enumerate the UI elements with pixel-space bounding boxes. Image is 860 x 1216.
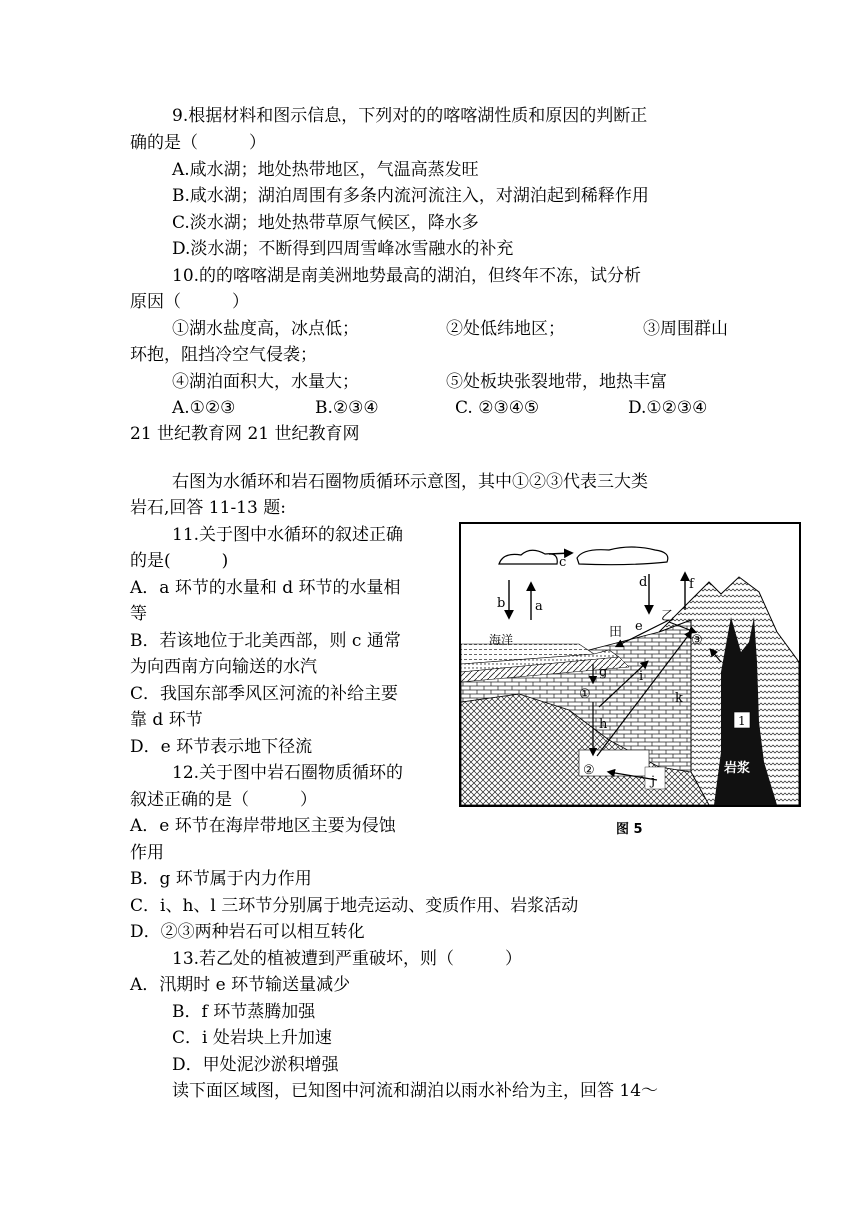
label-tian: 田 [609, 625, 623, 640]
q10-option-c: C. ②③④⑤ [455, 398, 540, 418]
q10-stem-line1: 10.的的喀喀湖是南美洲地势最高的湖泊，但终年不冻，试分析 [172, 266, 642, 286]
q12-option-b: B．g 环节属于内力作用 [130, 869, 312, 889]
q13-option-d: D．甲处泥沙淤积增强 [172, 1055, 339, 1075]
q10-option-b: B.②③④ [315, 398, 379, 418]
water-rock-cycle-diagram [459, 522, 801, 807]
q9-stem-line2: 确的是（ ） [130, 133, 266, 153]
label-d: d [639, 575, 648, 590]
q9-option-c: C.淡水湖；地处热带草原气候区，降水多 [172, 213, 479, 233]
label-a: a [535, 599, 543, 614]
q12-option-d: D．②③两种岩石可以相互转化 [130, 922, 365, 942]
label-rock-2: ② [583, 763, 595, 778]
q10-item-5: ⑤处板块张裂地带，地热丰富 [446, 372, 667, 392]
q13-option-c: C．i 处岩块上升加速 [172, 1028, 332, 1048]
label-ocean: 海洋 [489, 633, 514, 647]
label-g: g [599, 665, 608, 680]
label-j: j [651, 774, 656, 789]
q10-option-a: A.①②③ [172, 398, 236, 418]
q12-option-a: A．e 环节在海岸带地区主要为侵蚀 [130, 816, 396, 836]
label-f: f [689, 577, 694, 592]
q10-item-3: ③周围群山 [643, 319, 728, 339]
label-b: b [497, 596, 506, 611]
figure-caption: 图 5 [616, 822, 643, 837]
label-rock-3: ③ [691, 633, 703, 648]
label-magma: 岩浆 [724, 761, 751, 776]
label-yi: 乙 [661, 609, 675, 624]
q11-option-d: D．e 环节表示地下径流 [130, 737, 313, 757]
intro-line1: 右图为水循环和岩石圈物质循环示意图，其中①②③代表三大类 [172, 472, 648, 492]
label-l: 1 [738, 714, 746, 728]
q11-stem-line1: 11.关于图中水循环的叙述正确 [172, 525, 404, 545]
q11-option-b: B．若该地位于北美西部，则 c 通常 [130, 631, 401, 651]
watermark-text: 21 世纪教育网 21 世纪教育网 [130, 424, 360, 444]
q14-intro: 读下面区域图，已知图中河流和湖泊以雨水补给为主，回答 14～ [172, 1081, 659, 1101]
q11-option-b-cont: 为向西南方向输送的水汽 [130, 657, 317, 677]
q9-option-d: D.淡水湖；不断得到四周雪峰冰雪融水的补充 [172, 239, 514, 259]
label-e: e [635, 619, 643, 634]
intro-line2: 岩石,回答 11-13 题: [130, 498, 286, 518]
label-c: c [559, 555, 567, 570]
label-rock-1: ① [579, 687, 591, 702]
q13-option-b: B．f 环节蒸腾加强 [172, 1002, 316, 1022]
q10-item-3-cont: 环抱，阻挡冷空气侵袭； [130, 345, 317, 365]
q11-option-a-cont: 等 [130, 604, 147, 624]
q12-option-c: C．i、h、l 三环节分别属于地壳运动、变质作用、岩浆活动 [130, 896, 579, 916]
q10-item-2: ②处低纬地区； [446, 319, 565, 339]
label-h: h [599, 717, 608, 732]
q10-item-1: ①湖水盐度高，冰点低； [172, 319, 359, 339]
q12-stem-line1: 12.关于图中岩石圈物质循环的 [172, 763, 404, 783]
q11-option-c: C．我国东部季风区河流的补给主要 [130, 684, 399, 704]
q12-stem-line2: 叙述正确的是（ ） [130, 790, 317, 810]
q9-option-b: B.咸水湖；湖泊周围有多条内流河流注入，对湖泊起到稀释作用 [172, 186, 649, 206]
label-k: k [675, 691, 683, 706]
q10-item-4: ④湖泊面积大，水量大； [172, 372, 359, 392]
q12-option-a-cont: 作用 [130, 843, 164, 863]
q11-option-a: A．a 环节的水量和 d 环节的水量相 [130, 578, 401, 598]
q9-stem-line1: 9.根据材料和图示信息，下列对的的喀喀湖性质和原因的判断正 [172, 106, 648, 126]
q10-stem-line2: 原因（ ） [130, 292, 249, 312]
label-i: i [639, 669, 644, 684]
q13-option-a: A．汛期时 e 环节输送量减少 [130, 975, 351, 995]
q11-option-c-cont: 靠 d 环节 [130, 710, 203, 730]
q13-stem: 13.若乙处的植被遭到严重破坏，则（ ） [172, 949, 523, 969]
q10-option-d: D.①②③④ [628, 398, 708, 418]
q9-option-a: A.咸水湖；地处热带地区，气温高蒸发旺 [172, 160, 479, 180]
q11-stem-line2: 的是( ) [130, 551, 229, 571]
